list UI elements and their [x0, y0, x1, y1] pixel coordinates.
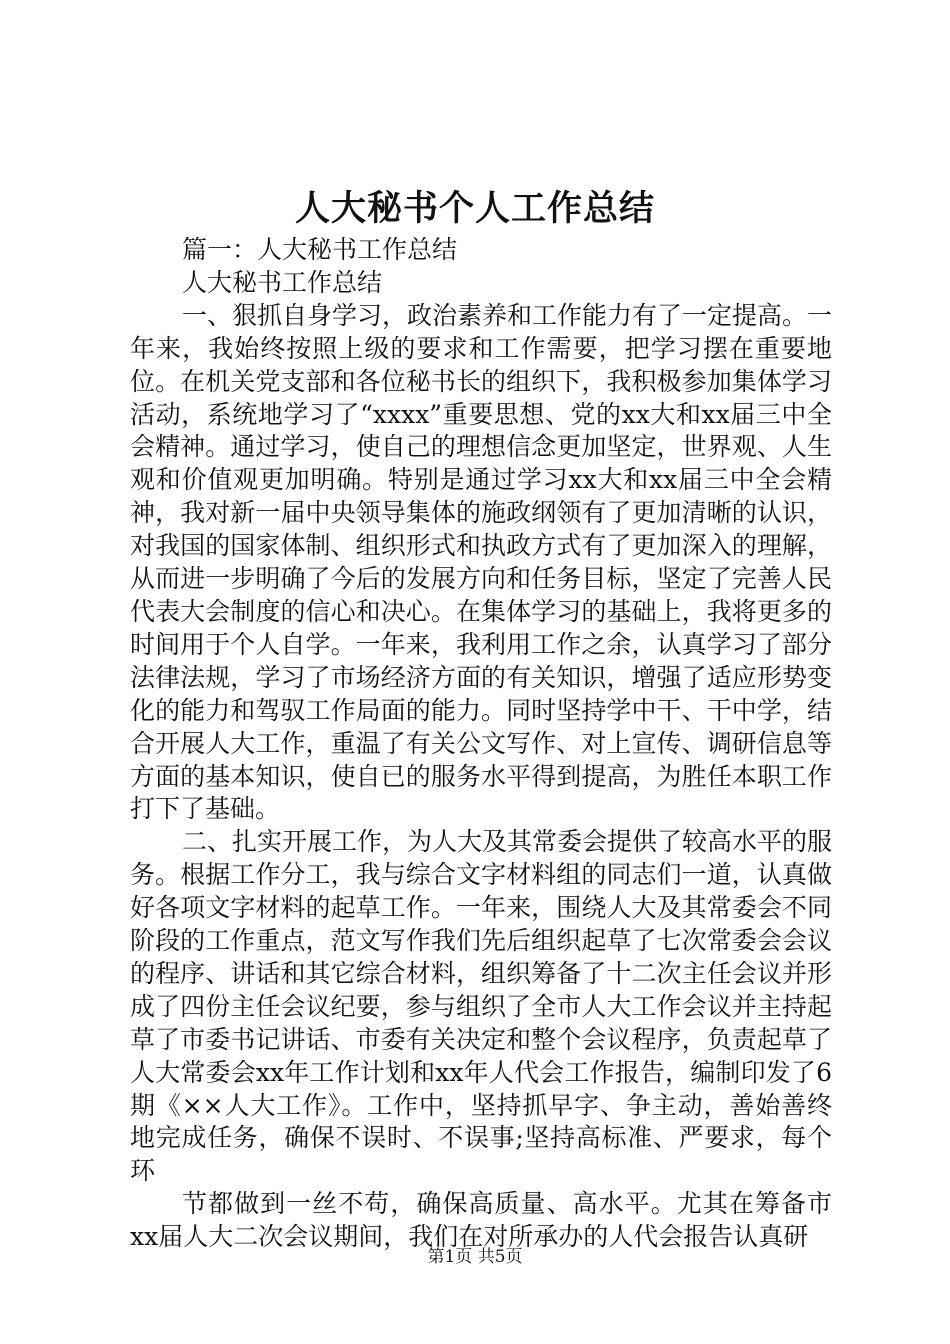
body-paragraph: 一、狠抓自身学习，政治素养和工作能力有了一定提高。一年来，我始终按照上级的要求和工作需要，把学习摆在重要地位。在机关党支部和各位秘书长的组织下，我积极参加集体学习活动，系统地学习了“xxxx”重要思想、党的xx大和xx届三中全会精神。通过学习，使自己的理想信念更加坚定，世界观、人生观和价值观更加明确。特别是通过学习xx大和xx届三中全会精神，我对新一届中央领导集体的施政纲领有了更加清晰的认识，对我国的国家体制、组织形式和执政方式有了更加深入的理解，从而进一步明确了今后的发展方向和任务目标，坚定了完善人民代表大会制度的信心和决心。在集体学习的基础上，我将更多的时间用于个人自学。一年来，我利用工作之余，认真学习了部分法律法规，学习了市场经济方面的有关知识，增强了适应形势变化的能力和驾驭工作局面的能力。同时坚持学中干、干中学，结合开展人大工作，重温了有关公文写作、对上宣传、调研信息等方面的基本知识，使自已的服务水平得到提高，为胜任本职工作打下了基础。	[130, 300, 833, 824]
document-title: 人大秘书个人工作总结	[294, 188, 655, 229]
page-footer	[0, 1245, 950, 1269]
body-paragraph: 二、扎实开展工作，为人大及其常委会提供了较高水平的服务。根据工作分工，我与综合文字材料组的同志们一道，认真做好各项文字材料的起草工作。一年来，围绕人大及其常委会不同阶段的工作重点，范文写作我们先后组织起草了七次常委会会议的程序、讲话和其它综合材料，组织筹备了十二次主任会议并形成了四份主任会议纪要，参与组织了全市人大工作会议并主持起草了市委书记讲话、市委有关决定和整个会议程序，负责起草了人大常委会xx年工作计划和xx年人代会工作报告，编制印发了6期《××人大工作》。工作中，坚持抓早字、争主动，善始善终地完成任务，确保不误时、不误事;坚持高标准、严要求，每个环	[130, 827, 833, 1186]
section-heading: 篇一：人大秘书工作总结	[182, 235, 458, 264]
document-body	[130, 234, 832, 1254]
page-number: 第1页	[427, 1247, 473, 1267]
body-paragraph: 节都做到一丝不苟，确保高质量、高水平。尤其在筹备市xx届人大二次会议期间，我们在对所承办的人代会报告认真研	[130, 1189, 832, 1252]
page-total: 共5页	[477, 1247, 523, 1267]
article-heading: 人大秘书工作总结	[182, 267, 383, 297]
